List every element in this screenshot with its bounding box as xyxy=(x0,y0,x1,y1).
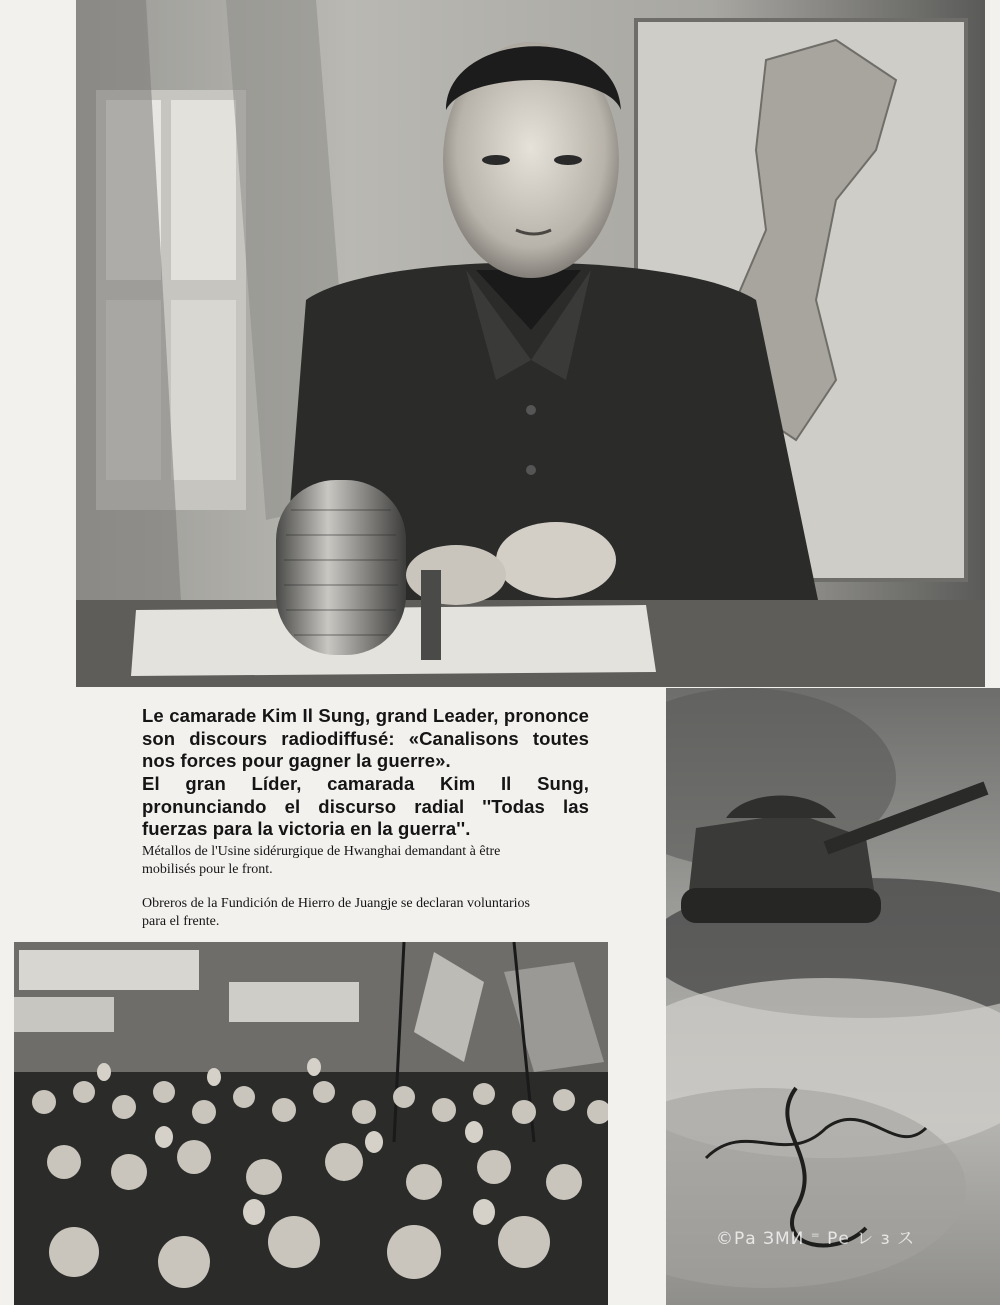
photo-radio-speech xyxy=(76,0,985,687)
radio-speech-image xyxy=(76,0,985,687)
photo-tank-battle xyxy=(666,688,1000,1305)
caption-french-main: Le camarade Kim Il Sung, grand Leader, prononce son discours radiodiffusé: «Canalisons toutes nos forces pour gagner la guerre». xyxy=(142,705,589,772)
caption-spanish-secondary: Obreros de la Fundición de Hierro de Juangje se declaran voluntarios para el frente. xyxy=(142,896,530,929)
watermark-text: ©Ра ЗМИ ⁼ Рe レ з ス xyxy=(716,1229,916,1249)
photo-workers-rally xyxy=(14,942,608,1305)
workers-rally-image xyxy=(14,942,608,1305)
caption-spanish-main: El gran Líder, camarada Kim Il Sung, pronunciando el discurso radial ''Todas las fuerzas para la victoria en la guerra''. xyxy=(142,773,589,840)
tank-battle-image xyxy=(666,688,1000,1305)
caption-french-secondary: Métallos de l'Usine sidérurgique de Hwanghai demandant à être mobilisés pour le front. xyxy=(142,844,501,877)
